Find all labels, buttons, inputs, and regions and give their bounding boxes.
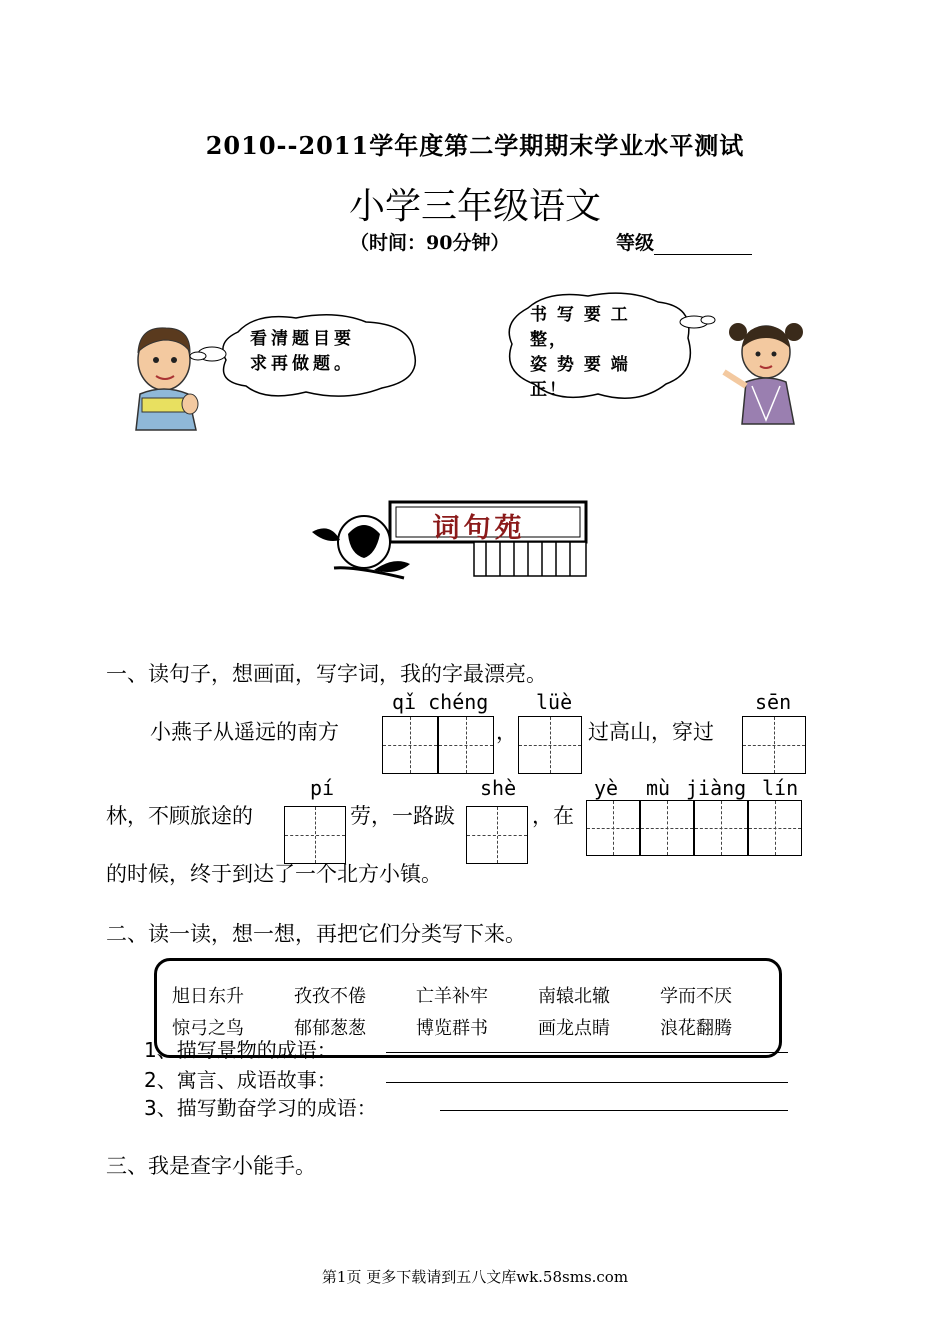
grade-field <box>616 228 752 255</box>
pinyin-label: sēn <box>755 690 792 714</box>
idiom: 惊弓之鸟 <box>172 1018 244 1039</box>
tianzige-box[interactable] <box>466 806 528 864</box>
tianzige-box[interactable] <box>284 806 346 864</box>
section3-title: 三、我是查字小能手。 <box>106 1154 316 1178</box>
pinyin-label: yè <box>594 776 619 800</box>
page-footer: 第1页 更多下载请到五八文库wk.58sms.com <box>321 1268 629 1286</box>
idiom: 旭日东升 <box>172 986 244 1007</box>
sentence-part: ，在 <box>532 804 574 828</box>
question-3: 3、描写勤奋学习的成语： <box>144 1096 377 1120</box>
question-1: 1、描写景物的成语： <box>144 1038 337 1062</box>
exam-subtitle: 小学三年级语文 <box>348 186 601 227</box>
idiom: 郁郁葱葱 <box>294 1018 366 1039</box>
banner-title: 词句苑 <box>432 513 526 544</box>
right-bubble-line: 姿 势 要 端 <box>530 355 630 375</box>
right-bubble-line: 正！ <box>530 380 568 400</box>
idiom: 学而不厌 <box>660 986 732 1007</box>
pinyin-label: lín <box>762 776 799 800</box>
tianzige-box[interactable] <box>640 800 694 856</box>
left-bubble-line: 求再做题。 <box>250 354 355 374</box>
sentence-part: 小燕子从遥远的南方 <box>150 720 339 744</box>
answer-line-3[interactable] <box>440 1110 788 1111</box>
pinyin-label: pí <box>310 776 335 800</box>
right-bubble-line: 书 写 要 工 <box>530 305 630 325</box>
pinyin-label: jiàng <box>686 776 747 800</box>
sentence-part: 劳，一路跋 <box>350 804 455 828</box>
pinyin-label: qǐ chéng <box>392 690 489 714</box>
idiom: 画龙点睛 <box>538 1018 610 1039</box>
exam-title: 2010--2011学年度第二学期期末学业水平测试 <box>205 131 745 160</box>
section2-title: 二、读一读，想一想，再把它们分类写下来。 <box>106 922 526 946</box>
idiom-box <box>154 958 782 1058</box>
tianzige-box[interactable] <box>518 716 582 774</box>
time-label: （时间：90分钟） <box>350 232 510 254</box>
tianzige-box[interactable] <box>742 716 806 774</box>
answer-line-2[interactable] <box>386 1082 788 1083</box>
sentence-part: 过高山，穿过 <box>588 720 714 744</box>
pinyin-label: lüè <box>536 690 573 714</box>
tianzige-box[interactable] <box>586 800 640 856</box>
question-2: 2、寓言、成语故事： <box>144 1068 337 1092</box>
section1-title: 一、读句子，想画面，写字词，我的字最漂亮。 <box>106 662 547 686</box>
grade-label: 等级 <box>616 232 655 254</box>
right-bubble-line: 整， <box>530 330 568 350</box>
left-bubble-text <box>250 327 355 377</box>
idiom: 浪花翻腾 <box>660 1018 732 1039</box>
left-bubble-line: 看清题目要 <box>250 329 355 349</box>
sentence-part: ， <box>496 720 517 744</box>
idiom: 南辕北辙 <box>538 986 610 1007</box>
sentence-part: 林，不顾旅途的 <box>106 804 253 828</box>
tianzige-box[interactable] <box>748 800 802 856</box>
sentence-part: 的时候，终于到达了一个北方小镇。 <box>106 862 442 886</box>
tianzige-box[interactable] <box>438 716 494 774</box>
idiom: 亡羊补牢 <box>416 986 488 1007</box>
right-bubble-text <box>530 303 670 403</box>
girl-illustration <box>718 316 814 428</box>
pinyin-label: mù <box>646 776 671 800</box>
tianzige-box[interactable] <box>694 800 748 856</box>
tianzige-box[interactable] <box>382 716 438 774</box>
idiom: 博览群书 <box>416 1018 488 1039</box>
pinyin-label: shè <box>480 776 517 800</box>
idiom: 孜孜不倦 <box>294 986 366 1007</box>
grade-blank[interactable] <box>654 236 752 255</box>
